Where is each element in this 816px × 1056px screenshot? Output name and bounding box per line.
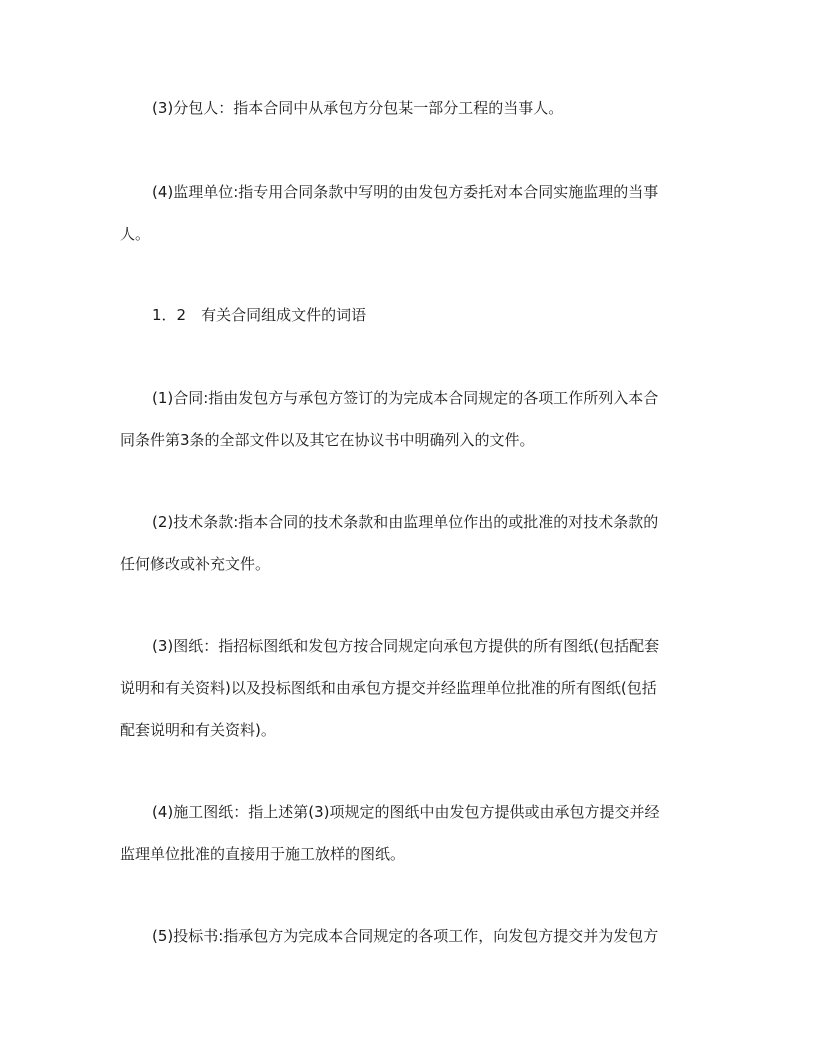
paragraph-drawings-line-3: 配套说明和有关资料)。 [120, 721, 276, 739]
paragraph-contract-line-1: (1)合同:指由发包方与承包方签订的为完成本合同规定的各项工作所列入本合 [152, 389, 659, 407]
paragraph-supervisor-line-2: 人。 [120, 225, 151, 243]
paragraph-drawings-line-2: 说明和有关资料)以及投标图纸和由承包方提交并经监理单位批准的所有图纸(包括 [120, 679, 657, 697]
paragraph-subcontractor-line-1: (3)分包人：指本合同中从承包方分包某一部分工程的当事人。 [152, 99, 564, 117]
paragraph-technical-terms-line-1: (2)技术条款:指本合同的技术条款和由监理单位作出的或批准的对技术条款的 [152, 513, 659, 531]
paragraph-construction-drawings-line-2: 监理单位批准的直接用于施工放样的图纸。 [120, 845, 406, 863]
paragraph-construction-drawings-line-1: (4)施工图纸：指上述第(3)项规定的图纸中由发包方提供或由承包方提交并经 [152, 803, 660, 821]
paragraph-bid-document-line-1: (5)投标书:指承包方为完成本合同规定的各项工作，向发包方提交并为发包方 [152, 927, 659, 945]
paragraph-contract-line-2: 同条件第3条的全部文件以及其它在协议书中明确列入的文件。 [120, 431, 535, 449]
paragraph-supervisor-line-1: (4)监理单位:指专用合同条款中写明的由发包方委托对本合同实施监理的当事 [152, 183, 659, 201]
paragraph-drawings-line-1: (3)图纸：指招标图纸和发包方按合同规定向承包方提供的所有图纸(包括配套 [152, 637, 660, 655]
paragraph-technical-terms-line-2: 任何修改或补充文件。 [120, 555, 271, 573]
section-heading-1-2: 1．2 有关合同组成文件的词语 [152, 306, 367, 324]
